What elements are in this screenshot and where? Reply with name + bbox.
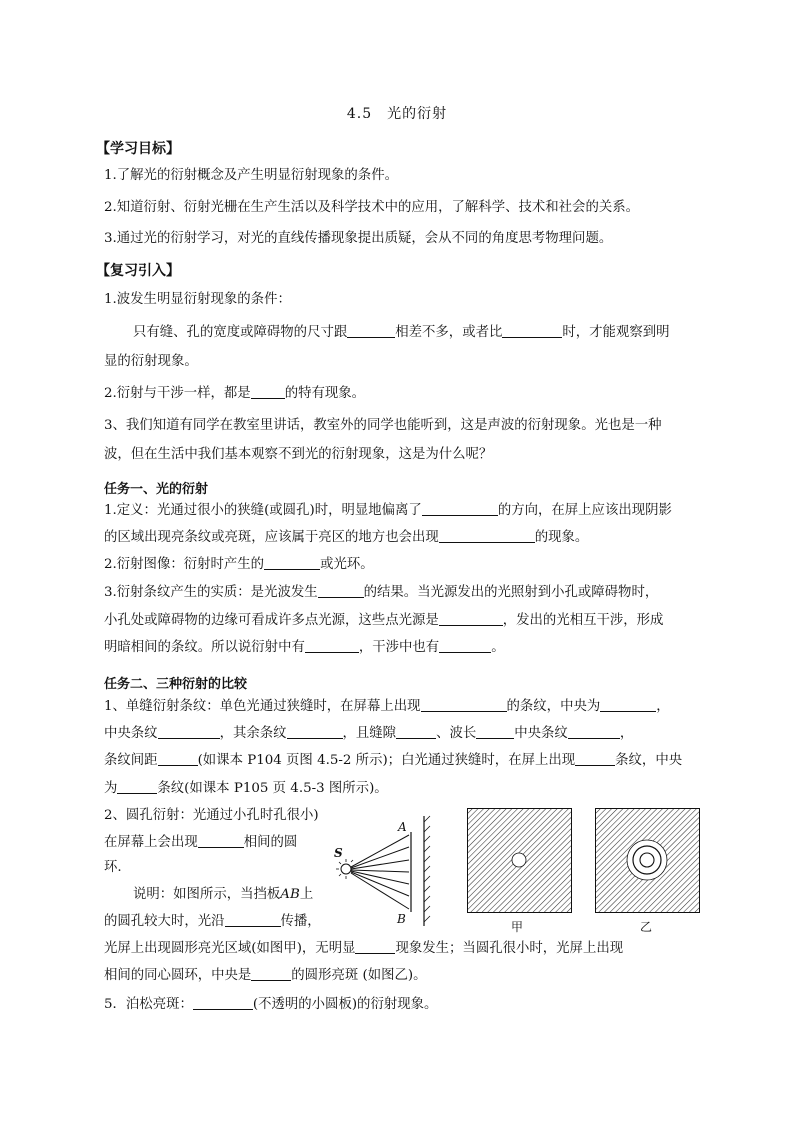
review-q1-line1: 只有缝、孔的宽度或障碍物的尺寸跟 相差不多，或者比 时，才能观察到明 [133,325,670,340]
task2-header: 任务二、三种衍射的比较 [104,677,248,692]
label-s: S [334,846,343,860]
blank[interactable] [117,779,157,794]
blank[interactable] [264,555,320,570]
objective-1: 1.了解光的衍射概念及产生明显衍射现象的条件。 [104,168,398,183]
review-header: 【复习引入】 [96,263,180,279]
blank[interactable] [396,724,436,739]
review-q3-line1: 3、我们知道有同学在教室里讲话，教室外的同学也能听到，这是声波的衍射现象。光也是一种 [104,418,662,433]
blank[interactable] [575,751,615,766]
blank[interactable] [158,751,198,766]
blank[interactable] [355,939,395,954]
task1-def-line1: 1.定义：光通过很小的狭缝(或圆孔)时，明显地偏离了 的方向，在屏上应该出现阴影 [104,503,672,518]
task1-header: 任务一、光的衍射 [104,482,209,497]
task2-circular-line2: 在屏幕上会出现 相间的圆 [104,835,298,850]
task2-circular-line3: 环. [104,860,122,875]
blank[interactable] [421,697,507,712]
task2-circular-line1: 2、圆孔衍射：光通过小孔时孔很小) [104,808,319,823]
blank[interactable] [251,384,285,399]
task2-circular-line5: 的圆孔较大时，光沿 传播， [104,914,321,929]
task1-essence-line1: 3.衍射条纹产生的实质：是光波发生 的结果。当光源发出的光照射到小孔或障碍物时， [104,585,659,600]
task2-single-slit-line3: 条纹间距 (如课本 P104 页图 4.5-2 所示)；白光通过狭缝时，在屏上出现 条纹，中央 [104,753,683,768]
task2-single-slit-line4: 为 条纹(如课本 P105 页 4.5-3 图所示)。 [104,781,388,796]
blank[interactable] [439,611,503,626]
review-q1-title: 1.波发生明显衍射现象的条件： [104,292,291,307]
blank[interactable] [568,724,620,739]
task1-essence-line2: 小孔处或障碍物的边缘可看成许多点光源，这些点光源是 ，发出的光相互干涉，形成 [104,613,664,628]
label-a: A [398,820,407,834]
blank[interactable] [439,528,535,543]
task2-single-slit-line1: 1、单缝衍射条纹：单色光通过狭缝时，在屏幕上出现 的条纹，中央为 ， [104,699,670,714]
objective-3: 3.通过光的衍射学习，对光的直线传播现象提出质疑，会从不同的角度思考物理问题。 [104,231,613,246]
blank[interactable] [251,966,291,981]
review-q3-line2: 波，但在生活中我们基本观察不到光的衍射现象，这是为什么呢？ [104,447,493,462]
task1-def-line2: 的区域出现亮条纹或亮斑，应该属于亮区的地方也会出现 的现象。 [104,530,589,545]
blank[interactable] [193,995,253,1010]
blank[interactable] [318,583,364,598]
task1-image: 2.衍射图像：衍射时产生的 或光环。 [104,557,374,572]
objective-2: 2.知道衍射、衍射光栅在生产生活以及科学技术中的应用，了解科学、技术和社会的关系。 [104,200,640,215]
central-bright-spot [640,853,654,867]
blank[interactable] [198,833,244,848]
screen-pattern-yi [595,808,700,913]
blank[interactable] [287,724,343,739]
screen-pattern-jia [467,808,572,913]
blank[interactable] [476,724,514,739]
blank[interactable] [158,724,220,739]
blank[interactable] [225,912,281,927]
label-b: B [397,912,406,926]
circular-aperture-diagram [332,812,442,930]
page-title: 4.5 光的衍射 [346,106,448,122]
blank[interactable] [347,323,395,338]
task1-essence-line3: 明暗相间的条纹。所以说衍射中有 ，干涉中也有 。 [104,640,505,655]
blank[interactable] [439,638,491,653]
task2-single-slit-line2: 中央条纹 ，其余条纹 ，且缝隙 、波长 中央条纹 ， [104,726,634,741]
blank[interactable] [305,638,359,653]
caption-yi: 乙 [640,920,653,934]
blank[interactable] [600,697,656,712]
task2-circular-line7: 相间的同心圆环，中央是 的圆形亮斑 (如图乙)。 [104,968,427,983]
caption-jia: 甲 [511,920,524,934]
bright-spot [512,853,526,867]
blank[interactable] [422,501,498,516]
task2-circular-line6: 光屏上出现圆形亮光区域(如图甲)，无明显 现象发生；当圆孔很小时，光屏上出现 [104,941,624,956]
blank[interactable] [502,323,562,338]
review-q2: 2.衍射与干涉一样，都是 的特有现象。 [104,386,366,401]
objectives-header: 【学习目标】 [96,141,180,157]
task2-poisson: 5．泊松亮斑： (不透明的小圆板)的衍射现象。 [104,997,438,1012]
task2-circular-line4: 说明：如图所示，当挡板AB上 [133,887,314,902]
review-q1-line2: 显的衍射现象。 [104,354,198,369]
